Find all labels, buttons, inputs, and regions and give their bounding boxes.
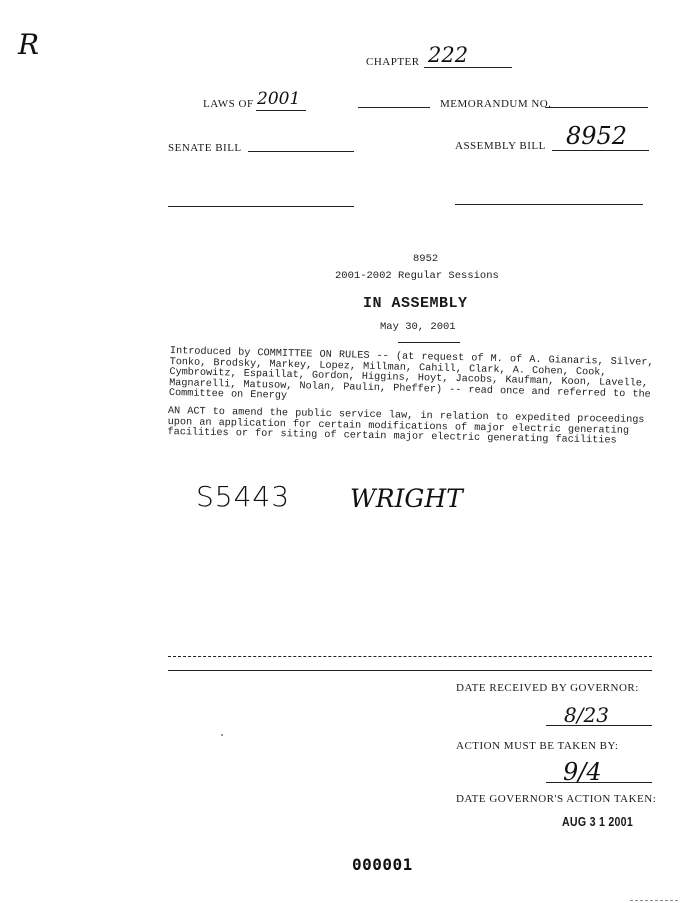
laws-of-extra-line	[358, 107, 430, 108]
action-by-value: 9/4	[563, 758, 602, 786]
laws-of-label: LAWS OF	[203, 98, 254, 110]
act-paragraph: AN ACT to amend the public service law, in relation to expedited proceedings upon an application for certain modifications of major electric generating facilities or for siting of certain major electric generating facilities	[167, 406, 645, 447]
received-label: DATE RECEIVED BY GOVERNOR:	[456, 682, 639, 694]
house-title: IN ASSEMBLY	[363, 295, 468, 312]
scan-dot	[221, 734, 223, 736]
received-value: 8/23	[564, 703, 609, 727]
separator-top	[168, 656, 652, 657]
assembly-bill-value: 8952	[566, 122, 628, 150]
received-line	[546, 725, 652, 726]
senate-bill-label: SENATE BILL	[168, 142, 242, 154]
bill-number: 8952	[413, 253, 439, 265]
chapter-line	[424, 67, 512, 68]
handwritten-sponsor: WRIGHT	[350, 484, 463, 513]
blank-line-left	[168, 206, 354, 207]
assembly-bill-label: ASSEMBLY BILL	[455, 140, 546, 152]
memorandum-label: MEMORANDUM NO.	[440, 98, 552, 110]
handwritten-senate-number: S5443	[196, 480, 291, 513]
action-by-label: ACTION MUST BE TAKEN BY:	[456, 740, 619, 752]
separator-bottom	[168, 670, 652, 671]
action-by-line	[546, 782, 652, 783]
session-title: 2001-2002 Regular Sessions	[335, 270, 499, 282]
memorandum-line	[545, 107, 648, 108]
page-number: 000001	[352, 855, 413, 874]
margin-mark: R	[18, 28, 40, 61]
chapter-value: 222	[428, 43, 469, 67]
bill-date: May 30, 2001	[380, 321, 456, 333]
action-taken-value: AUG 3 1 2001	[562, 815, 633, 829]
laws-of-value: 2001	[257, 89, 301, 109]
action-taken-label: DATE GOVERNOR'S ACTION TAKEN:	[456, 793, 657, 805]
senate-bill-line	[248, 151, 354, 152]
assembly-bill-line	[552, 150, 649, 151]
blank-line-right	[455, 204, 643, 205]
date-underline	[398, 342, 460, 343]
scan-mark-bottom	[630, 900, 678, 901]
chapter-label: CHAPTER	[366, 56, 420, 68]
laws-of-line	[256, 110, 306, 111]
introduced-paragraph: Introduced by COMMITTEE ON RULES -- (at request of M. of A. Gianaris, Silver, Tonko, Brodsky, Markey, Lopez, Millman, Cahill, Clark, A. Cohen, Cook, Cymbrowitz, Espaillat, Gordon, Higgins, Hoyt, Jacobs, Kaufman, Koon, Lavelle, Magnarelli, Matusow, Nolan, Paulin, Pheffer) -- read once and referred to the Committee on Energy	[168, 346, 654, 402]
